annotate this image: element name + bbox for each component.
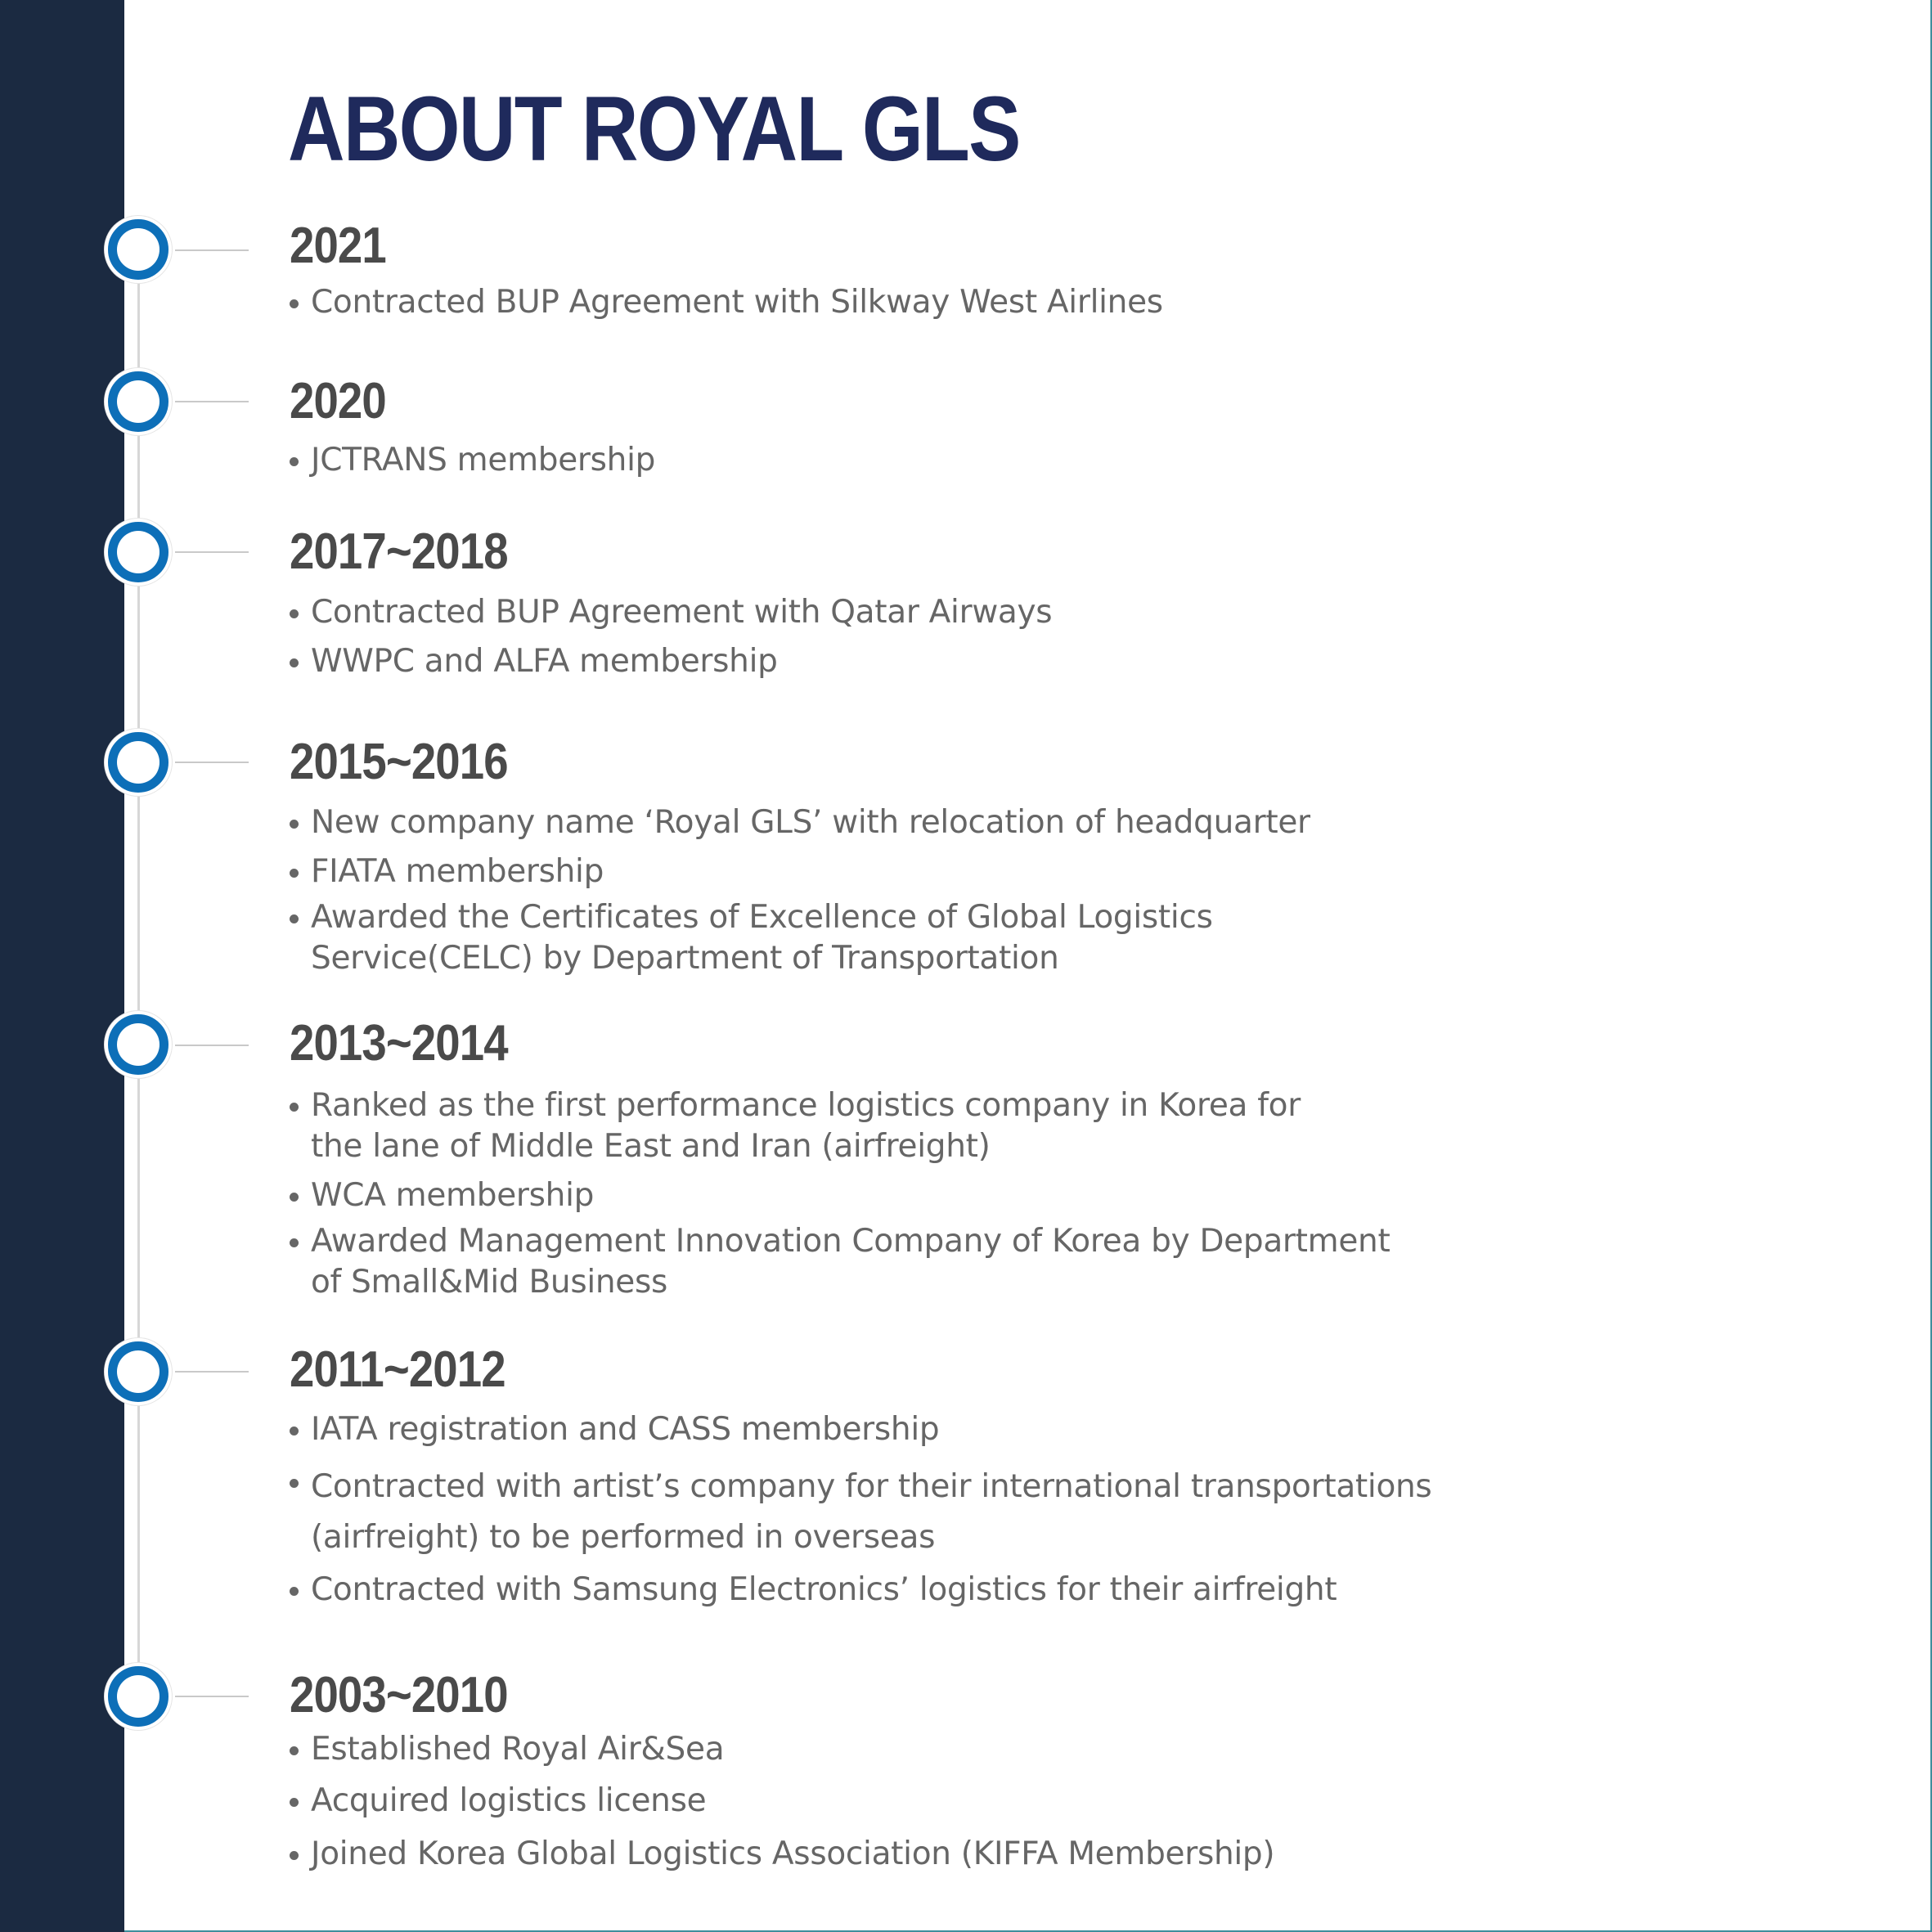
timeline-item: WCA membership bbox=[286, 1175, 1390, 1216]
timeline-year: 2017~2018 bbox=[290, 523, 508, 580]
timeline-item: IATA registration and CASS membership bbox=[286, 1409, 1431, 1450]
timeline-item: New company name ‘Royal GLS’ with relocation of headquarter bbox=[286, 802, 1310, 843]
timeline-item: FIATA membership bbox=[286, 851, 1310, 892]
timeline-node-icon bbox=[105, 1011, 172, 1078]
timeline-node-icon bbox=[105, 519, 172, 586]
timeline-item: Awarded the Certificates of Excellence of Global Logistics Service(CELC) by Department of Transportation bbox=[286, 897, 1310, 979]
timeline-item: WWPC and ALFA membership bbox=[286, 641, 1052, 682]
timeline-item: Contracted with Samsung Electronics’ logistics for their airfreight bbox=[286, 1570, 1431, 1611]
timeline-connector bbox=[175, 401, 249, 402]
timeline-node-icon bbox=[105, 1338, 172, 1405]
timeline-connector bbox=[175, 762, 249, 763]
page-title: ABOUT ROYAL GLS bbox=[288, 78, 1020, 180]
timeline-items bbox=[286, 802, 1310, 987]
timeline-year: 2013~2014 bbox=[290, 1015, 508, 1072]
timeline-connector bbox=[175, 1696, 249, 1697]
timeline-node-icon bbox=[105, 1663, 172, 1730]
timeline-connector bbox=[175, 1045, 249, 1046]
timeline-year: 2021 bbox=[290, 218, 386, 274]
timeline-item: Joined Korea Global Logistics Association (KIFFA Membership) bbox=[286, 1834, 1274, 1875]
timeline-item: Acquired logistics license bbox=[286, 1781, 1274, 1822]
timeline-connector bbox=[175, 551, 249, 553]
timeline-year: 2015~2016 bbox=[290, 734, 508, 790]
timeline-item: Awarded Management Innovation Company of Korea by Department of Small&Mid Business bbox=[286, 1221, 1390, 1303]
timeline-line bbox=[137, 250, 140, 1696]
timeline-items bbox=[286, 282, 1163, 331]
timeline-node-icon bbox=[105, 368, 172, 435]
timeline-item: Established Royal Air&Sea bbox=[286, 1729, 1274, 1770]
timeline-items bbox=[286, 592, 1052, 690]
timeline-node-icon bbox=[105, 216, 172, 283]
timeline-items bbox=[286, 1409, 1431, 1619]
timeline-item: Contracted with artist’s company for their international transportations (airfreight) to be performed in overseas bbox=[286, 1462, 1431, 1563]
timeline-year: 2011~2012 bbox=[290, 1341, 505, 1398]
timeline-item: Contracted BUP Agreement with Qatar Airways bbox=[286, 592, 1052, 633]
timeline-item: Ranked as the first performance logistics company in Korea for the lane of Middle East and Iran (airfreight) bbox=[286, 1085, 1390, 1167]
timeline-items bbox=[286, 1085, 1390, 1311]
timeline-items bbox=[286, 1729, 1274, 1883]
timeline-item: JCTRANS membership bbox=[286, 440, 655, 481]
timeline-year: 2020 bbox=[290, 373, 386, 429]
timeline-items bbox=[286, 440, 655, 489]
timeline-connector bbox=[175, 249, 249, 251]
timeline-item: Contracted BUP Agreement with Silkway West Airlines bbox=[286, 282, 1163, 323]
timeline-node-icon bbox=[105, 729, 172, 796]
timeline-year: 2003~2010 bbox=[290, 1667, 508, 1723]
timeline-connector bbox=[175, 1371, 249, 1373]
left-sidebar-band bbox=[0, 0, 124, 1932]
